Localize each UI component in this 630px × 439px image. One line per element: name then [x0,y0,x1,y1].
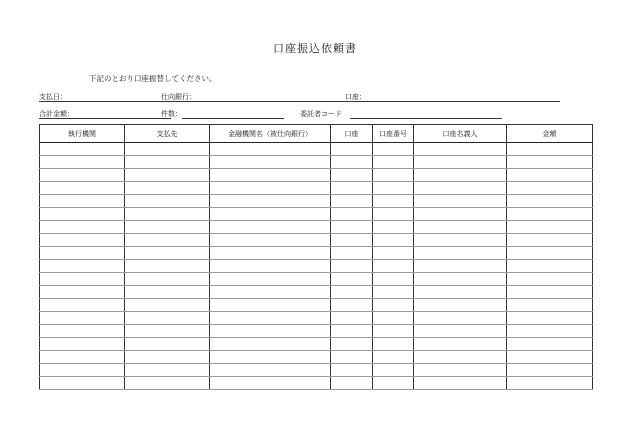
table-cell[interactable] [331,247,373,260]
table-cell[interactable] [125,286,210,299]
table-cell[interactable] [331,312,373,325]
payment-date-label: 支払日： [39,93,67,101]
table-cell[interactable] [40,325,125,338]
table-cell[interactable] [40,208,125,221]
table-cell[interactable] [125,299,210,312]
consignor-code-label: 委託者コード [300,110,342,118]
table-row [40,221,593,234]
table-cell[interactable] [210,234,331,247]
table-cell[interactable] [414,299,507,312]
table-cell[interactable] [414,221,507,234]
table-cell[interactable] [125,273,210,286]
table-row [40,377,593,390]
table-cell[interactable] [125,156,210,169]
table-cell[interactable] [40,299,125,312]
table-cell[interactable] [331,169,373,182]
page-title: 口座振込依頼書 [273,42,357,55]
table-cell[interactable] [125,208,210,221]
table-cell[interactable] [507,169,593,182]
table-cell[interactable] [125,377,210,390]
table-cell[interactable] [507,195,593,208]
table-row [40,195,593,208]
table-cell[interactable] [414,286,507,299]
table-row [40,364,593,377]
table-cell[interactable] [40,234,125,247]
table-cell[interactable] [40,273,125,286]
table-cell[interactable] [373,299,414,312]
table-cell[interactable] [331,143,373,156]
table-cell[interactable] [373,364,414,377]
table-cell[interactable] [40,221,125,234]
table-cell[interactable] [40,143,125,156]
table-cell[interactable] [373,273,414,286]
table-cell[interactable] [125,247,210,260]
table-cell[interactable] [125,351,210,364]
table-cell[interactable] [40,169,125,182]
table-cell[interactable] [414,325,507,338]
table-cell[interactable] [125,182,210,195]
table-cell[interactable] [414,260,507,273]
table-row [40,286,593,299]
table-cell[interactable] [507,182,593,195]
table-cell[interactable] [210,221,331,234]
table-cell[interactable] [414,156,507,169]
table-cell[interactable] [331,182,373,195]
table-cell[interactable] [331,195,373,208]
table-cell[interactable] [331,156,373,169]
table-cell[interactable] [40,247,125,260]
table-cell[interactable] [373,169,414,182]
table-body [40,143,593,390]
table-cell[interactable] [507,338,593,351]
table-cell[interactable] [414,234,507,247]
table-cell[interactable] [414,195,507,208]
consignor-code-line [350,118,502,119]
table-cell[interactable] [331,338,373,351]
column-header-account-number: 口座番号 [373,125,414,143]
table-row [40,299,593,312]
table-cell[interactable] [210,247,331,260]
table-cell[interactable] [331,260,373,273]
table-row [40,208,593,221]
table-cell[interactable] [331,364,373,377]
table-cell[interactable] [414,208,507,221]
table-cell[interactable] [210,299,331,312]
column-header-amount: 金額 [507,125,593,143]
table-row [40,325,593,338]
table-cell[interactable] [507,208,593,221]
table-cell[interactable] [125,143,210,156]
table-cell[interactable] [210,351,331,364]
table-cell[interactable] [40,364,125,377]
column-header-account-holder: 口座名義人 [414,125,507,143]
table-cell[interactable] [331,325,373,338]
table-cell[interactable] [125,338,210,351]
table-cell[interactable] [373,182,414,195]
table-cell[interactable] [210,377,331,390]
table-cell[interactable] [210,156,331,169]
table-cell[interactable] [373,221,414,234]
table-row [40,312,593,325]
table-cell[interactable] [40,312,125,325]
table-cell[interactable] [373,260,414,273]
table-row [40,338,593,351]
table-cell[interactable] [210,260,331,273]
table-cell[interactable] [210,273,331,286]
table-cell[interactable] [40,351,125,364]
column-header-payee: 支払先 [125,125,210,143]
table-cell[interactable] [210,169,331,182]
table-cell[interactable] [331,286,373,299]
table-cell[interactable] [373,143,414,156]
table-cell[interactable] [331,208,373,221]
table-cell[interactable] [373,195,414,208]
table-cell[interactable] [125,234,210,247]
table-cell[interactable] [210,143,331,156]
table-cell[interactable] [414,338,507,351]
table-cell[interactable] [507,156,593,169]
table-cell[interactable] [507,221,593,234]
table-cell[interactable] [40,156,125,169]
table-cell[interactable] [210,286,331,299]
table-cell[interactable] [414,312,507,325]
table-cell[interactable] [125,169,210,182]
table-cell[interactable] [414,273,507,286]
table-cell[interactable] [40,195,125,208]
table-cell[interactable] [414,351,507,364]
table-cell[interactable] [373,338,414,351]
table-cell[interactable] [210,312,331,325]
table-cell[interactable] [414,364,507,377]
table-cell[interactable] [40,338,125,351]
table-cell[interactable] [373,208,414,221]
table-cell[interactable] [210,208,331,221]
table-cell[interactable] [373,312,414,325]
table-cell[interactable] [210,195,331,208]
transfer-table [39,124,593,390]
table-row [40,143,593,156]
table-cell[interactable] [507,260,593,273]
bank-label: 仕向銀行： [161,93,196,101]
table-cell[interactable] [373,351,414,364]
table-cell[interactable] [125,195,210,208]
table-cell[interactable] [414,143,507,156]
table-cell[interactable] [125,221,210,234]
table-cell[interactable] [507,143,593,156]
table-cell[interactable] [210,182,331,195]
table-cell[interactable] [507,325,593,338]
table-cell[interactable] [331,221,373,234]
payment-date-line [39,101,560,102]
column-header-financial-institution: 金融機関名（被仕向銀行） [210,125,331,143]
table-cell[interactable] [373,234,414,247]
table-cell[interactable] [331,351,373,364]
table-cell[interactable] [414,247,507,260]
table-cell[interactable] [331,377,373,390]
table-cell[interactable] [125,260,210,273]
table-row [40,247,593,260]
table-cell[interactable] [40,377,125,390]
table-row [40,273,593,286]
table-cell[interactable] [507,286,593,299]
table-row [40,234,593,247]
table-cell[interactable] [373,247,414,260]
table-cell[interactable] [507,247,593,260]
table-cell[interactable] [210,364,331,377]
table-cell[interactable] [125,325,210,338]
count-label: 件数： [161,110,182,118]
table-cell[interactable] [507,377,593,390]
table-cell[interactable] [210,338,331,351]
table-cell[interactable] [373,377,414,390]
table-cell[interactable] [40,286,125,299]
table-row [40,182,593,195]
table-header-row [40,125,593,143]
table-cell[interactable] [507,273,593,286]
table-row [40,169,593,182]
table-cell[interactable] [373,156,414,169]
table-row [40,260,593,273]
table-cell[interactable] [507,299,593,312]
table-cell[interactable] [125,312,210,325]
intro-text: 下記のとおり口座振替してください。 [89,74,217,83]
column-header-executing-agency: 執行機関 [40,125,125,143]
table-cell[interactable] [507,312,593,325]
table-cell[interactable] [507,364,593,377]
table-cell[interactable] [414,169,507,182]
count-line [182,118,284,119]
table-cell[interactable] [414,182,507,195]
account-label: 口座： [345,93,366,101]
table-cell[interactable] [40,182,125,195]
table-cell[interactable] [331,234,373,247]
table-row [40,351,593,364]
table-cell[interactable] [507,234,593,247]
table-cell[interactable] [373,286,414,299]
table-row [40,156,593,169]
table-cell[interactable] [331,299,373,312]
table-cell[interactable] [507,351,593,364]
table-cell[interactable] [210,325,331,338]
total-amount-line [39,118,171,119]
table-cell[interactable] [125,364,210,377]
table-cell[interactable] [40,260,125,273]
table-cell[interactable] [373,325,414,338]
column-header-account: 口座 [331,125,373,143]
table-cell[interactable] [331,273,373,286]
table-cell[interactable] [414,377,507,390]
total-amount-label: 合計金額： [39,110,74,118]
